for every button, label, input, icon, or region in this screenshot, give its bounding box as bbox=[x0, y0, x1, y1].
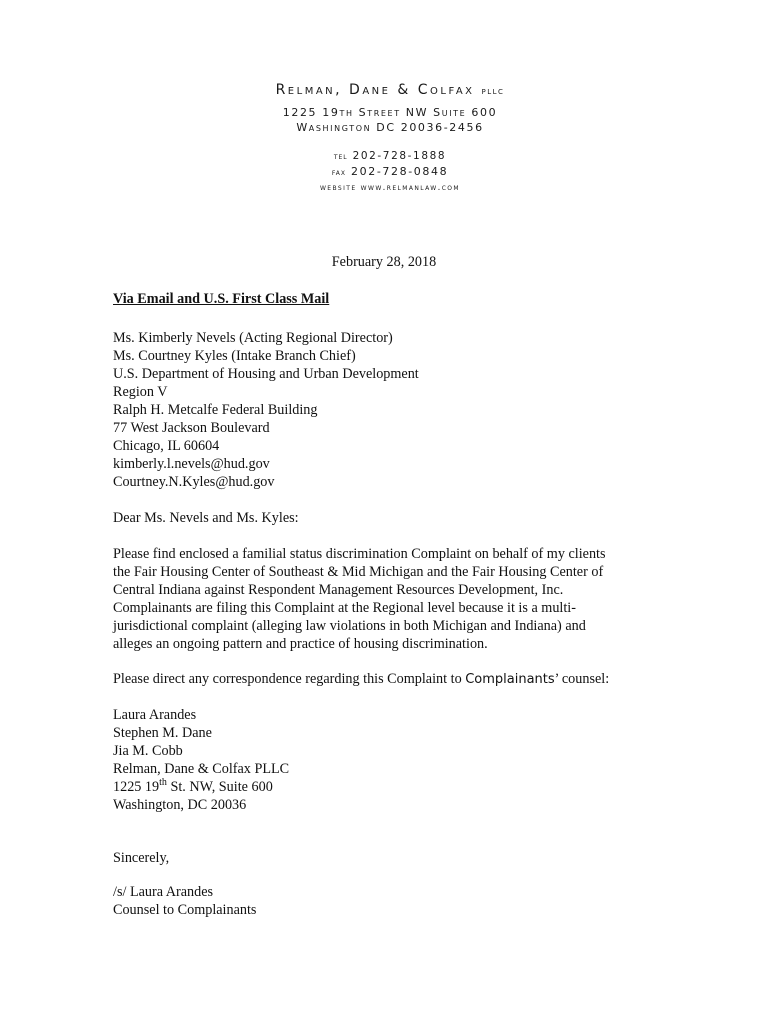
recipient-line: Ms. Courtney Kyles (Intake Branch Chief) bbox=[113, 348, 356, 364]
firm-suffix: pllc bbox=[481, 86, 505, 97]
ordinal-suffix: th bbox=[159, 777, 167, 788]
closing: Sincerely, bbox=[113, 850, 170, 866]
firm-name: Relman, Dane & Colfax pllc bbox=[275, 82, 505, 98]
fax-number: 202-728-0848 bbox=[351, 165, 449, 178]
firm-tel bbox=[12, 149, 768, 164]
recipient-email: kimberly.l.nevels@hud.gov bbox=[113, 456, 270, 472]
letterhead bbox=[0, 82, 768, 193]
firm-fax bbox=[12, 164, 768, 180]
recipient-line: Chicago, IL 60604 bbox=[113, 438, 220, 454]
body-line: Complainants are filing this Complaint at the Regional level because it is a multi- bbox=[113, 600, 576, 616]
recipient-email: Courtney.N.Kyles@hud.gov bbox=[113, 474, 275, 490]
website-label: website bbox=[319, 183, 357, 193]
signature-title: Counsel to Complainants bbox=[113, 902, 257, 918]
signature: /s/ Laura Arandes bbox=[113, 884, 214, 900]
recipient-line: 77 West Jackson Boulevard bbox=[113, 420, 270, 436]
delivery-method: Via Email and U.S. First Class Mail bbox=[113, 291, 330, 307]
complainants-word: Complainants bbox=[465, 672, 555, 687]
fax-label: fax bbox=[331, 168, 346, 177]
recipient-line: Region V bbox=[113, 384, 168, 400]
counsel-street: 1225 19th St. NW, Suite 600 bbox=[113, 777, 273, 795]
firm-website bbox=[12, 183, 768, 193]
counsel-firm: Relman, Dane & Colfax PLLC bbox=[113, 761, 290, 777]
firm-address-line1: 1225 19th Street NW Suite 600 bbox=[282, 106, 498, 119]
letter-date: February 28, 2018 bbox=[331, 254, 437, 270]
counsel-name: Jia M. Cobb bbox=[113, 743, 183, 759]
recipient-line: U.S. Department of Housing and Urban Development bbox=[113, 366, 419, 382]
body-line: jurisdictional complaint (alleging law violations in both Michigan and Indiana) and bbox=[113, 618, 586, 634]
body-paragraph-2: Please direct any correspondence regarding this Complaint to Complainants’ counsel: bbox=[113, 671, 610, 687]
firm-address-line2: Washington DC 20036-2456 bbox=[296, 121, 484, 134]
recipient-line: Ms. Kimberly Nevels (Acting Regional Director) bbox=[113, 330, 393, 346]
body-line: Please find enclosed a familial status discrimination Complaint on behalf of my clients bbox=[113, 546, 606, 562]
tel-label: tel bbox=[333, 152, 348, 161]
tel-number: 202-728-1888 bbox=[352, 150, 447, 162]
body-line: alleges an ongoing pattern and practice of housing discrimination. bbox=[113, 636, 488, 652]
body-line: the Fair Housing Center of Southeast & Mid Michigan and the Fair Housing Center of bbox=[113, 564, 604, 580]
recipient-line: Ralph H. Metcalfe Federal Building bbox=[113, 402, 318, 418]
counsel-name: Laura Arandes bbox=[113, 707, 197, 723]
website-url: www.relmanlaw.com bbox=[360, 183, 461, 193]
counsel-city: Washington, DC 20036 bbox=[113, 797, 247, 813]
counsel-name: Stephen M. Dane bbox=[113, 725, 212, 741]
body-line: Central Indiana against Respondent Management Resources Development, Inc. bbox=[113, 582, 564, 598]
salutation: Dear Ms. Nevels and Ms. Kyles: bbox=[113, 510, 299, 526]
